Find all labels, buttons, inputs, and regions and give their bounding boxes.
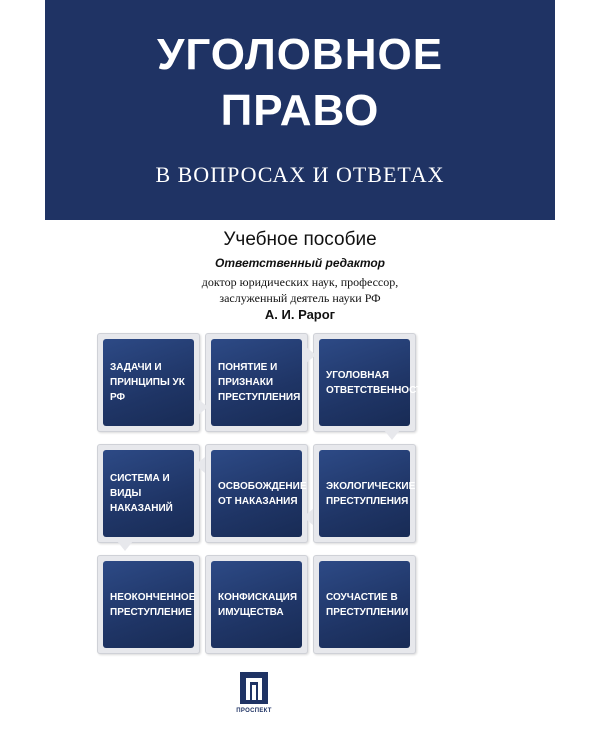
topic-label: СИСТЕМА И ВИДЫ НАКАЗАНИЙ xyxy=(110,473,173,514)
title-line-2: ПРАВО xyxy=(220,86,380,135)
arrow-left-icon xyxy=(195,457,205,473)
topic-tile xyxy=(97,555,200,654)
publisher-mark-icon xyxy=(240,672,268,704)
arrow-right-icon xyxy=(306,347,316,363)
topic-grid xyxy=(97,333,460,655)
topic-tile xyxy=(205,333,308,432)
title-line-1: УГОЛОВНОЕ xyxy=(156,30,444,79)
cover-header xyxy=(45,0,555,220)
subtitle: В ВОПРОСАХ И ОТВЕТАХ xyxy=(155,162,445,187)
topic-tile xyxy=(205,555,308,654)
arrow-left-icon xyxy=(303,509,313,525)
arrow-right-icon xyxy=(198,399,208,415)
topic-label: НЕОКОНЧЕННОЕ ПРЕСТУПЛЕНИЕ xyxy=(110,591,196,618)
editor-degree: доктор юридических наук, профессор, xyxy=(201,275,399,289)
topic-tile xyxy=(313,333,430,432)
editor-role: Ответственный редактор xyxy=(214,256,385,270)
topic-label: ЭКОЛОГИЧЕСКИЕ ПРЕСТУПЛЕНИЯ xyxy=(326,480,416,507)
publisher-logo xyxy=(230,672,278,722)
topic-label: СОУЧАСТИЕ В ПРЕСТУПЛЕНИИ xyxy=(326,591,409,618)
topic-label: КОНФИСКАЦИЯ ИМУЩЕСТВА xyxy=(218,591,298,618)
editor-title: заслуженный деятель науки РФ xyxy=(219,291,381,305)
topic-tile xyxy=(97,333,200,432)
topic-tile xyxy=(313,555,416,654)
topic-tile xyxy=(97,444,200,543)
genre-label: Учебное пособие xyxy=(223,229,377,250)
topic-label: ЗАДАЧИ И ПРИНЦИПЫ УК РФ xyxy=(110,362,185,403)
publisher-name: ПРОСПЕКТ xyxy=(236,708,272,714)
arrow-down-icon xyxy=(384,430,400,440)
topic-label: ОСВОБОЖДЕНИЕ ОТ НАКАЗАНИЯ xyxy=(218,480,307,507)
arrow-down-icon xyxy=(117,541,133,551)
topic-label: УГОЛОВНАЯ ОТВЕТСТВЕННОСТЬ xyxy=(326,369,430,396)
editor-name: А. И. Рарог xyxy=(264,307,336,322)
topic-tile xyxy=(313,444,416,543)
topic-label: ПОНЯТИЕ И ПРИЗНАКИ ПРЕСТУПЛЕНИЯ xyxy=(218,362,301,403)
topic-tile xyxy=(205,444,308,543)
